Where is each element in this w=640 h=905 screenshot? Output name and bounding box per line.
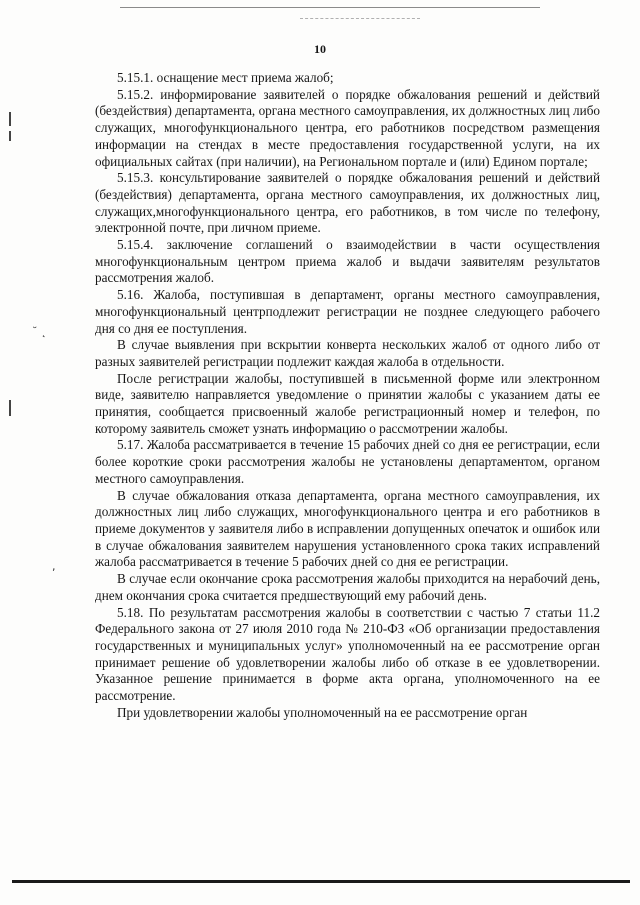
bottom-rule — [12, 880, 630, 883]
paragraph: В случае если окончание срока рассмотрения жалобы приходится на нерабочий день, днем окончания срока считается предшествующий ему рабочий день. — [95, 571, 600, 603]
page-number: 10 — [314, 42, 326, 56]
paragraph: В случае выявления при вскрытии конверта нескольких жалоб от одного либо от разных заявителей регистрации подлежит каждая жалоба в отдельности. — [95, 337, 600, 369]
paragraph: 5.17. Жалоба рассматривается в течение 15 рабочих дней со дня ее регистрации, если более короткие сроки рассмотрения жалобы не установлены департаментом, органом местного самоуправления. — [95, 437, 600, 486]
scan-top-line — [120, 7, 540, 8]
paragraph: При удовлетворении жалобы уполномоченный на ее рассмотрение орган — [117, 704, 528, 720]
scan-top-line-faint — [300, 18, 420, 19]
scan-mark — [9, 131, 11, 141]
paragraph: 5.18. По результатам рассмотрения жалобы в соответствии с частью 7 статьи 11.2 Федерального закона от 27 июля 2010 года № 210-ФЗ «Об организации предоставления государственных и муниципальных услуг» уполномоченный на ее рассмотрение орган принимает решение об удовлетворении жалобы либо об отказе в ее удовлетворении. Указанное решение принимается в форме акта органа, уполномоченного на ее рассмотрение. — [95, 604, 600, 704]
paragraph: 5.15.4. заключение соглашений о взаимодействии в части осуществления многофункциональным центром приема жалоб и выдачи заявителям результатов рассмотрения жалоб. — [95, 237, 600, 286]
paragraph: 5.15.1. оснащение мест приема жалоб; — [117, 70, 334, 85]
paragraph: В случае обжалования отказа департамента, органа местного самоуправления, их должностных лиц либо служащих, многофункционального центра и его работников в приеме документов у заявителя либо в исправлении допущенных опечаток и ошибок или в случае обжалования заявителем нарушения установленного срока таких исправлений жалоба рассматривается в течение 5 рабочих дней со дня ее регистрации. — [95, 487, 600, 570]
paragraph: После регистрации жалобы, поступившей в письменной форме или электронном виде, заявителю направляется уведомление о принятии жалобы с указанием даты ее принятия, сообщается присвоенный жалобе регистрационный номер и телефон, по которому заявитель сможет узнать информацию о рассмотрении жалобы. — [95, 370, 600, 436]
scan-mark — [9, 400, 11, 416]
scan-mark: ˘ ˛ — [32, 325, 47, 338]
paragraph: 5.16. Жалоба, поступившая в департамент, органы местного самоуправления, многофункциональный центрподлежит регистрации не позднее следующего рабочего дня со дня ее поступления. — [95, 287, 600, 336]
scan-mark — [9, 112, 11, 126]
document-body — [95, 70, 600, 721]
scan-mark: , — [52, 560, 56, 573]
paragraph: 5.15.2. информирование заявителей о порядке обжалования решений и действий (бездействия) департамента, органа местного самоуправления, их должностных лиц либо служащих, многофункционального центра, его работников посредством размещения информации на стендах в месте предоставления государственной услуги, на их официальных сайтах (при наличии), на Региональном портале и (или) Едином портале; — [95, 86, 600, 169]
paragraph: 5.15.3. консультирование заявителей о порядке обжалования решений и действий (бездействия) департамента, органа местного самоуправления, их должностных лиц, служащих,многофункционального центра, его работников, в том числе по телефону, электронной почте, при личном приеме. — [95, 170, 600, 236]
